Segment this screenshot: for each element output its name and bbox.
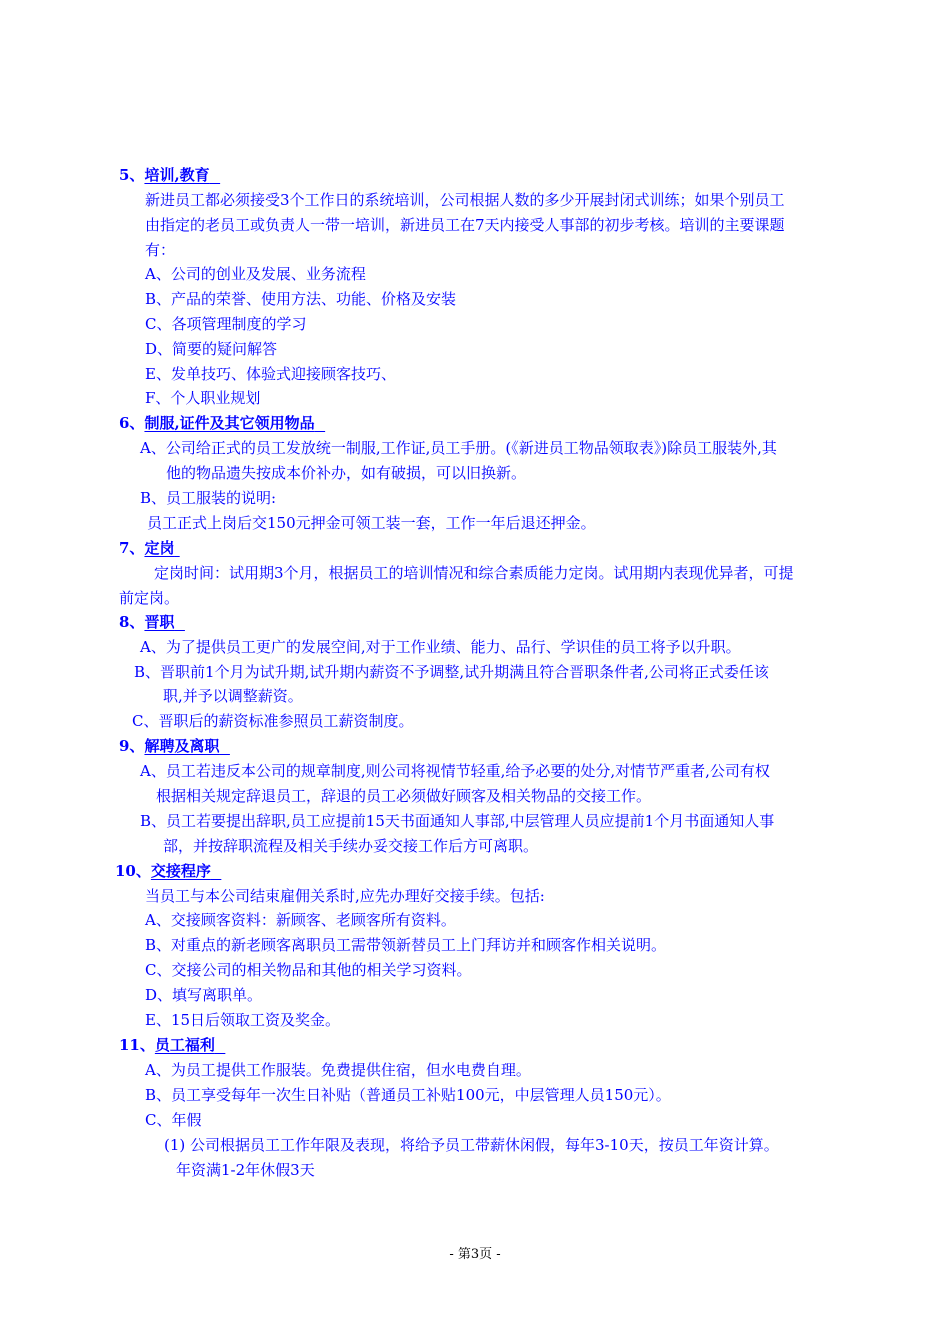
- section-8-heading: [119, 612, 185, 632]
- list-item: D、简要的疑问解答: [145, 340, 278, 358]
- list-item: C、晋职后的薪资标准参照员工薪资制度。: [132, 712, 414, 730]
- section-number: 7、: [119, 539, 145, 557]
- paragraph-line: 由指定的老员工或负责人一带一培训，新进员工在7天内接受人事部的初步考核。培训的主要课题: [145, 216, 785, 234]
- page-number: - 第3页 -: [449, 1247, 501, 1262]
- section-title: 员工福利: [154, 1036, 215, 1054]
- section-5-heading: [119, 165, 220, 185]
- paragraph-line: 根据相关规定辞退员工，辞退的员工必须做好顾客及相关物品的交接工作。: [156, 787, 652, 805]
- section-11-heading: [119, 1035, 225, 1055]
- section-title: 制服,证件及其它领用物品: [144, 414, 315, 432]
- list-item: C、年假: [145, 1111, 202, 1129]
- list-item: B、产品的荣誉、使用方法、功能、价格及安装: [145, 290, 457, 308]
- list-item: B、员工若要提出辞职,员工应提前15天书面通知人事部,中层管理人员应提前1个月书面通知人事: [140, 812, 775, 830]
- paragraph-line: 当员工与本公司结束雇佣关系时,应先办理好交接手续。包括:: [145, 887, 545, 905]
- list-item: B、晋职前1个月为试升期,试升期内薪资不予调整,试升期满且符合晋职条件者,公司将正式委任该: [134, 663, 769, 681]
- section-number: 10、: [115, 862, 151, 880]
- section-number: 8、: [119, 613, 145, 631]
- section-number: 11、: [119, 1036, 155, 1054]
- section-title: 交接程序: [150, 862, 211, 880]
- section-6-heading: [119, 413, 325, 433]
- section-7-heading: [119, 538, 180, 558]
- list-item: A、员工若违反本公司的规章制度,则公司将视情节轻重,给予必要的处分,对情节严重者,公司有权: [140, 762, 770, 780]
- section-number: 6、: [119, 414, 145, 432]
- paragraph-line: 他的物品遗失按成本价补办，如有破损，可以旧换新。: [166, 464, 527, 482]
- paragraph-line: 部，并按辞职流程及相关手续办妥交接工作后方可离职。: [163, 837, 539, 855]
- section-title: 定岗: [144, 539, 175, 557]
- paragraph-line: 年资满1-2年休假3天: [176, 1161, 315, 1179]
- list-item: A、为员工提供工作服装。免费提供住宿，但水电费自理。: [145, 1061, 531, 1079]
- list-item: E、发单技巧、体验式迎接顾客技巧、: [145, 365, 396, 383]
- section-title: 晋职: [144, 613, 175, 631]
- section-number: 9、: [119, 737, 145, 755]
- list-item: B、对重点的新老顾客离职员工需带领新替员工上门拜访并和顾客作相关说明。: [145, 936, 667, 954]
- list-item: C、各项管理制度的学习: [145, 315, 307, 333]
- paragraph-line: 有：: [145, 241, 176, 259]
- list-item: B、员工服装的说明:: [140, 489, 277, 507]
- list-item: (1) 公司根据员工工作年限及表现，将给予员工带薪休闲假，每年3-10天，按员工年资计算。: [164, 1136, 779, 1154]
- list-item: A、为了提供员工更广的发展空间,对于工作业绩、能力、品行、学识佳的员工将予以升职。: [140, 638, 741, 656]
- list-item: B、员工享受每年一次生日补贴（普通员工补贴100元，中层管理人员150元）。: [145, 1086, 671, 1104]
- list-item: A、公司的创业及发展、业务流程: [145, 265, 366, 283]
- list-item: A、交接顾客资料：新顾客、老顾客所有资料。: [145, 911, 456, 929]
- list-item: A、公司给正式的员工发放统一制服,工作证,员工手册。(《新进员工物品领取表》)除员工服装外,其: [140, 439, 777, 457]
- section-number: 5、: [119, 166, 145, 184]
- section-10-heading: [115, 861, 221, 881]
- paragraph-line: 员工正式上岗后交150元押金可领工装一套，工作一年后退还押金。: [147, 514, 596, 532]
- list-item: E、15日后领取工资及奖金。: [145, 1011, 341, 1029]
- list-item: D、填写离职单。: [145, 986, 263, 1004]
- paragraph-line: 职,并予以调整薪资。: [163, 687, 303, 705]
- section-9-heading: [119, 736, 230, 756]
- paragraph-line: 新进员工都必须接受3个工作日的系统培训，公司根据人数的多少开展封闭式训练；如果个别员工: [145, 191, 785, 209]
- paragraph-line: 前定岗。: [119, 589, 180, 607]
- section-title: 解聘及离职: [144, 737, 220, 755]
- list-item: F、个人职业规划: [145, 389, 261, 407]
- paragraph-line: 定岗时间：试用期3个月，根据员工的培训情况和综合素质能力定岗。试用期内表现优异者，可提: [154, 564, 794, 582]
- list-item: C、交接公司的相关物品和其他的相关学习资料。: [145, 961, 472, 979]
- section-title: 培训,教育: [144, 166, 210, 184]
